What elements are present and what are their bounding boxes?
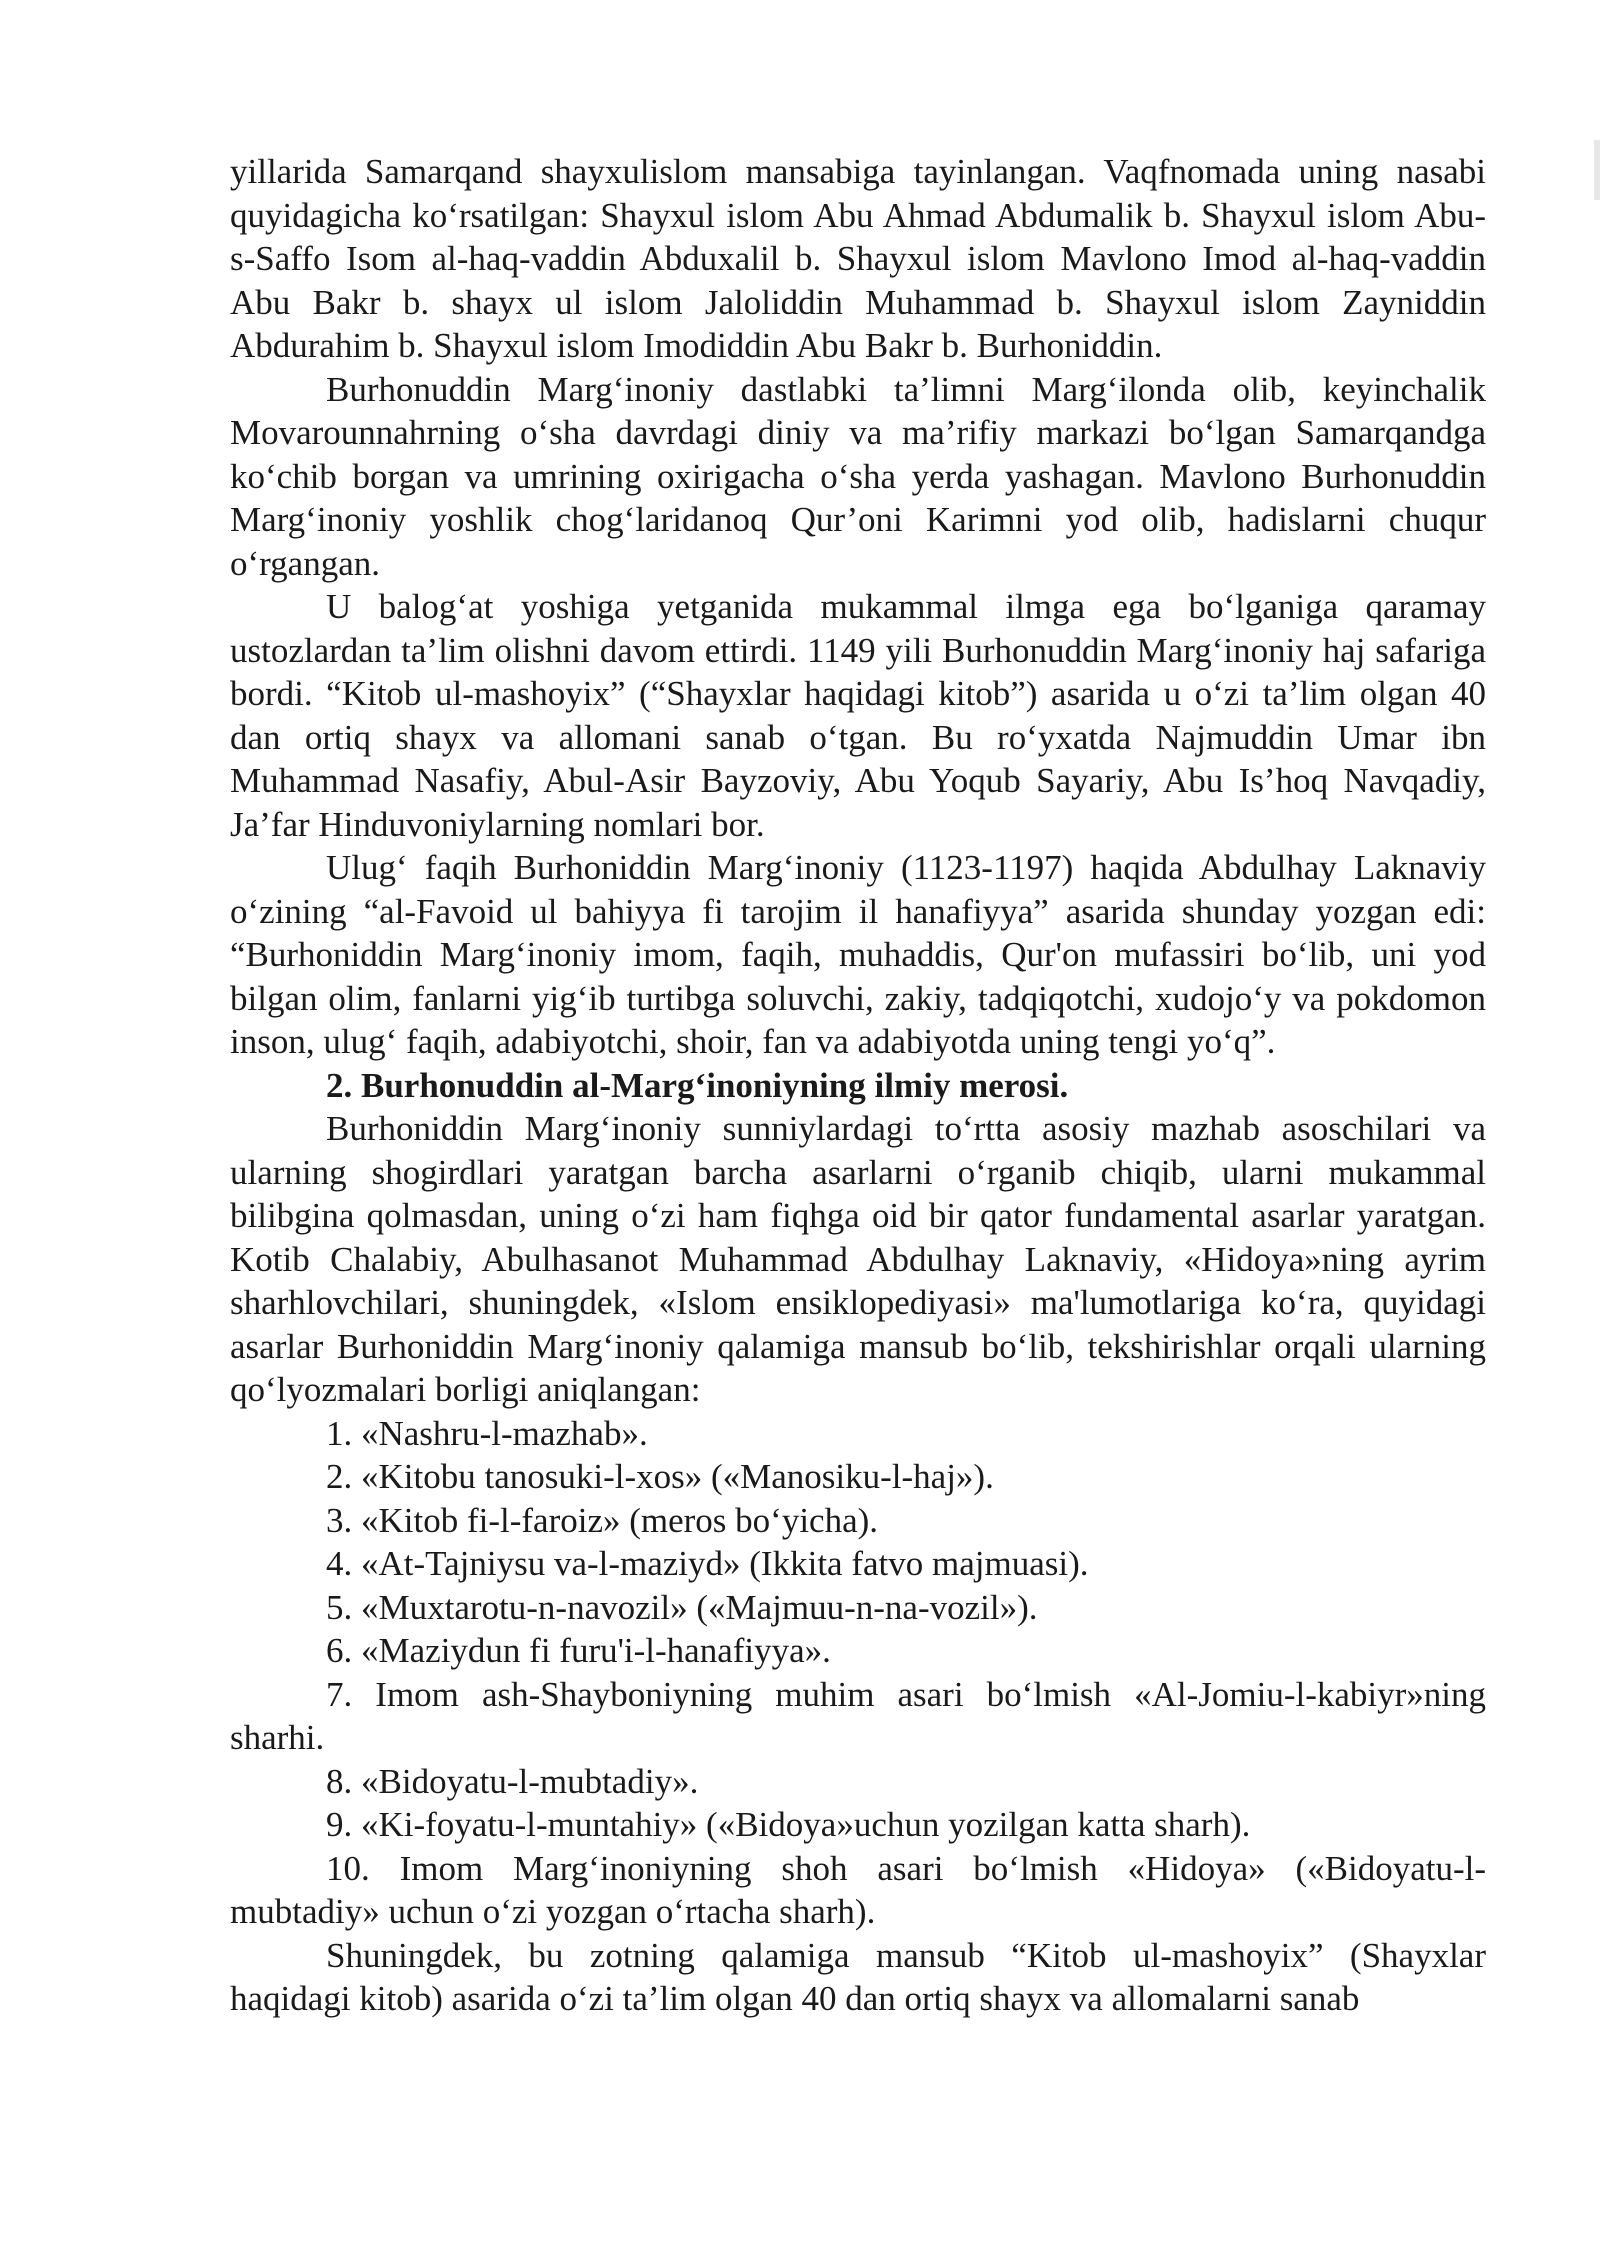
list-item-5: 5. «Muxtarotu-n-navozil» («Majmuu-n-na-vozil»). (326, 1587, 1038, 1627)
paragraph-laknaviy-quote: Ulug‘ faqih Burhoniddin Marg‘inoniy (1123-1197) haqida Abdulhay Laknaviy o‘zining “al-Favoid ul bahiyya fi tarojim il hanafiyya” asarida shunday yozgan edi: “Burhoniddin Marg‘inoniy imom, faqih, muhaddis, Qur'on mufassiri bo‘lib, uni yod bilgan olim, fanlarni yig‘ib turtibga soluvchi, zakiy, tadqiqotchi, xudojo‘y va pokdomon inson, ulug‘ faqih, adabiyotchi, shoir, fan va adabiyotda uning tengi yo‘q”. (230, 848, 1486, 1061)
paragraph-teachers: U balog‘at yoshiga yetganida mukammal ilmga ega bo‘lganiga qaramay ustozlardan ta’lim olishni davom ettirdi. 1149 yili Burhonuddin Marg‘inoniy haj safariga bordi. “Kitob ul-mashoyix” (“Shayxlar haqidagi kitob”) asarida u o‘zi ta’lim olgan 40 dan ortiq shayx va allomani sanab o‘tgan. Bu ro‘yxatda Najmuddin Umar ibn Muhammad Nasafiy, Abul-Asir Bayzoviy, Abu Yoqub Sayariy, Abu Is’hoq Navqadiy, Ja’far Hinduvoniylarning nomlari bor. (230, 587, 1486, 844)
page-edge-shadow (1594, 140, 1600, 200)
list-item-4: 4. «At-Tajniysu va-l-maziyd» (Ikkita fatvo majmuasi). (326, 1544, 1089, 1583)
list-item-6: 6. «Maziydun fi furu'i-l-hanafiyya». (326, 1631, 831, 1670)
list-item-7: 7. Imom ash-Shayboniyning muhim asari bo‘lmish «Al-Jomiu-l-kabiyr»ning sharhi. (230, 1674, 1486, 1757)
paragraph-genealogy: yillarida Samarqand shayxulislom mansabiga tayinlangan. Vaqfnomada uning nasabi quyidagicha ko‘rsatilgan: Shayxul islom Abu Ahmad Abdumalik b. Shayxul islom Abu-s-Saffo Isom al-haq-vaddin Abduxalil b. Shayxul islom Mavlono Imod al-haq-vaddin Abu Bakr b. shayx ul islom Jaloliddin Muhammad b. Shayxul islom Zayniddin Abdurahim b. Shayxul islom Imodiddin Abu Bakr b. Burhoniddin. (230, 152, 1486, 365)
document-page (230, 150, 1486, 2021)
paragraph-education: Burhonuddin Marg‘inoniy dastlabki ta’limni Marg‘ilonda olib, keyinchalik Movarounnahrning o‘sha davrdagi diniy va ma’rifiy markazi bo‘lgan Samarqandga ko‘chib borgan va umrining oxirigacha o‘sha yerda yashagan. Mavlono Burhonuddin Marg‘inoniy yoshlik chog‘laridanoq Qur’oni Karimni yod olib, hadislarni chuqur o‘rgangan. (230, 369, 1486, 583)
paragraph-works-intro: Burhoniddin Marg‘inoniy sunniylardagi to‘rtta asosiy mazhab asoschilari va ularning shogirdlari yaratgan barcha asarlarni o‘rganib chiqib, ularni mukammal bilibgina qolmasdan, uning o‘zi ham fiqhga oid bir qator fundamental asarlar yaratgan. Kotib Chalabiy, Abulhasanot Muhammad Abdulhay Laknaviy, «Hidoya»ning ayrim sharhlovchilari, shuningdek, «Islom ensiklopediyasi» ma'lumotlariga ko‘ra, quyidagi asarlar Burhoniddin Marg‘inoniy qalamiga mansub bo‘lib, tekshirishlar orqali ularning qo‘lyozmalari borligi aniqlangan: (230, 1109, 1486, 1409)
list-item-8: 8. «Bidoyatu-l-mubtadiy». (326, 1761, 699, 1801)
list-item-3: 3. «Kitob fi-l-faroiz» (meros bo‘yicha). (326, 1500, 879, 1540)
list-item-2: 2. «Kitobu tanosuki-l-xos» («Manosiku-l-haj»). (326, 1457, 994, 1496)
list-item-9: 9. «Ki-foyatu-l-muntahiy» («Bidoya»uchun yozilgan katta sharh). (326, 1805, 1251, 1844)
list-item-1: 1. «Nashru-l-mazhab». (326, 1413, 648, 1453)
list-item-10: 10. Imom Marg‘inoniyning shoh asari bo‘lmish «Hidoya» («Bidoyatu-l-mubtadiy» uchun o‘zi yozgan o‘rtacha sharh). (230, 1848, 1486, 1931)
paragraph-closing: Shuningdek, bu zotning qalamiga mansub “Kitob ul-mashoyix” (Shayxlar haqidagi kitob) asarida o‘zi ta’lim olgan 40 dan ortiq shayx va allomalarni sanab (230, 1935, 1486, 2018)
section-heading: 2. Burhonuddin al-Marg‘inoniyning ilmiy merosi. (326, 1065, 1069, 1105)
